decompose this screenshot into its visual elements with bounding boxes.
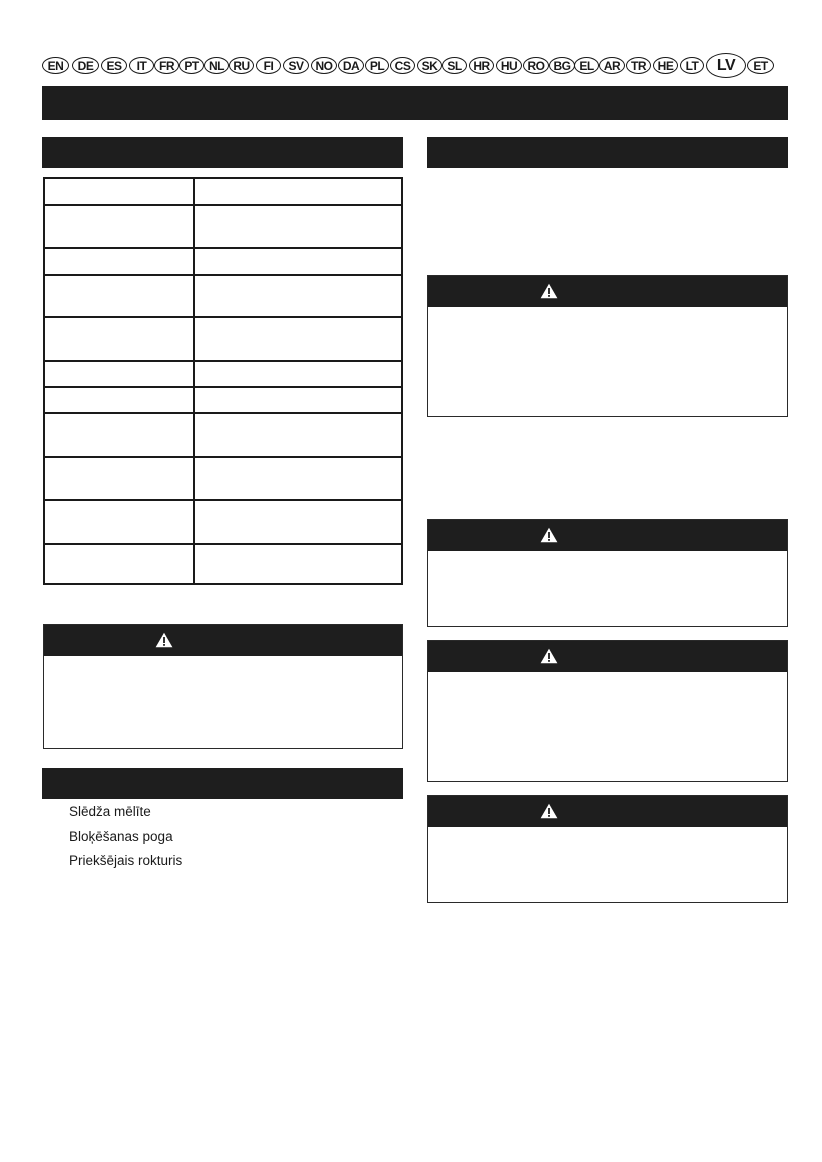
lang-nl[interactable]: NL: [204, 57, 229, 74]
spec-column-divider: [193, 501, 195, 543]
lang-da[interactable]: DA: [338, 57, 364, 74]
lang-et[interactable]: ET: [747, 57, 774, 74]
parts-description-header-bar: [42, 768, 403, 799]
spec-row: [45, 316, 401, 360]
warning-box: [43, 624, 403, 749]
lang-lt[interactable]: LT: [680, 57, 704, 74]
lang-es[interactable]: ES: [101, 57, 127, 74]
lang-fi[interactable]: FI: [256, 57, 281, 74]
language-selector: [42, 56, 774, 76]
spec-row: [45, 274, 401, 316]
spec-column-divider: [193, 276, 195, 316]
spec-row: [45, 204, 401, 247]
lang-ru[interactable]: RU: [229, 57, 254, 74]
spec-column-divider: [193, 414, 195, 456]
lang-it[interactable]: IT: [129, 57, 154, 74]
warning-triangle-icon: [155, 632, 173, 648]
spec-row: [45, 386, 401, 412]
warning-header: [428, 796, 787, 827]
lang-ar[interactable]: AR: [599, 57, 625, 74]
lang-sl[interactable]: SL: [442, 57, 467, 74]
lang-he[interactable]: HE: [653, 57, 678, 74]
spec-row: [45, 543, 401, 583]
spec-row: [45, 456, 401, 499]
page-title-bar: [42, 86, 788, 120]
lang-pt[interactable]: PT: [179, 57, 204, 74]
spec-row: [45, 499, 401, 543]
warning-box: [427, 795, 788, 903]
warning-header: [428, 641, 787, 672]
warning-triangle-icon: [540, 283, 558, 299]
lang-ro[interactable]: RO: [523, 57, 549, 74]
parts-list: [69, 804, 182, 878]
specifications-table: [43, 177, 403, 585]
spec-column-divider: [193, 318, 195, 360]
warning-header: [428, 276, 787, 307]
lang-el[interactable]: EL: [574, 57, 599, 74]
lang-sv[interactable]: SV: [283, 57, 309, 74]
lang-tr[interactable]: TR: [626, 57, 651, 74]
spec-row: [45, 412, 401, 456]
spec-row: [45, 179, 401, 204]
lang-sk[interactable]: SK: [417, 57, 442, 74]
warning-header: [428, 520, 787, 551]
lang-fr[interactable]: FR: [154, 57, 179, 74]
specifications-header-bar: [42, 137, 403, 168]
list-item: Priekšējais rokturis: [69, 853, 183, 868]
lang-de[interactable]: DE: [72, 57, 99, 74]
spec-column-divider: [193, 388, 195, 412]
list-item: Bloķēšanas poga: [69, 828, 173, 844]
warning-triangle-icon: [540, 648, 558, 664]
spec-column-divider: [193, 362, 195, 386]
lang-lv-active[interactable]: LV: [706, 53, 746, 78]
warning-box: [427, 275, 788, 417]
spec-column-divider: [193, 545, 195, 583]
spec-row: [45, 247, 401, 274]
spec-column-divider: [193, 249, 195, 274]
warning-header: [44, 625, 402, 656]
list-item: Slēdža mēlīte: [69, 804, 151, 819]
warning-triangle-icon: [540, 803, 558, 819]
lang-cs[interactable]: CS: [390, 57, 415, 74]
lang-hr[interactable]: HR: [469, 57, 494, 74]
warning-box: [427, 519, 788, 627]
spec-column-divider: [193, 179, 195, 204]
warning-box: [427, 640, 788, 782]
spec-row: [45, 360, 401, 386]
spec-column-divider: [193, 458, 195, 499]
lang-en[interactable]: EN: [42, 57, 69, 74]
section-header-bar: [427, 137, 788, 168]
lang-pl[interactable]: PL: [365, 57, 389, 74]
lang-no[interactable]: NO: [311, 57, 337, 74]
lang-bg[interactable]: BG: [549, 57, 575, 74]
warning-triangle-icon: [540, 527, 558, 543]
spec-column-divider: [193, 206, 195, 247]
lang-hu[interactable]: HU: [496, 57, 522, 74]
